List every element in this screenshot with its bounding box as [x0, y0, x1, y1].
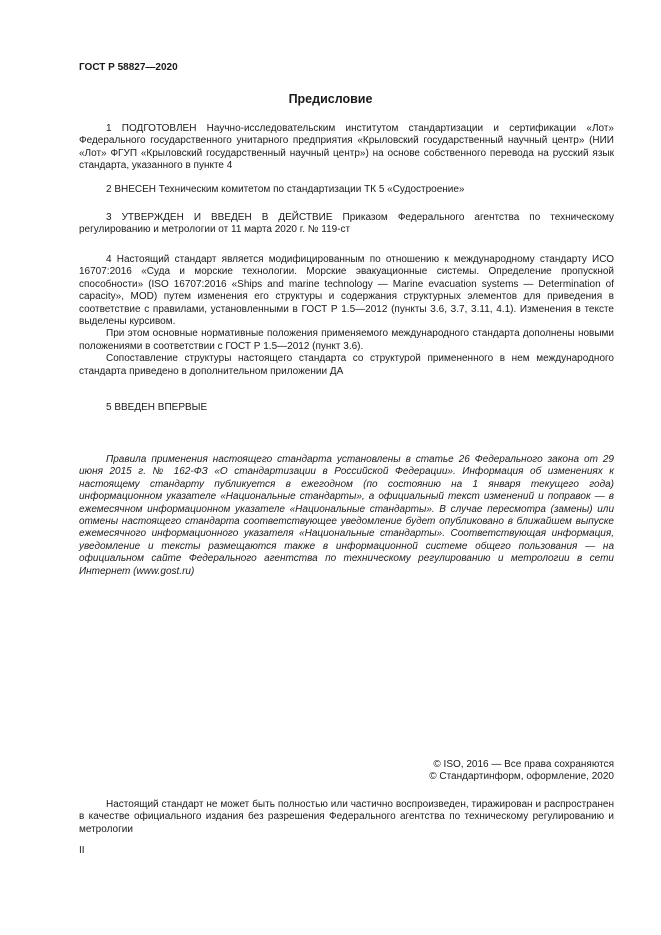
- item-paragraph: Сопоставление структуры настоящего стандарта со структурой примененного в нем международного стандарта приведено в дополнительном приложении ДА: [79, 353, 614, 377]
- copyright-publisher: © Стандартинформ, оформление, 2020: [429, 771, 614, 783]
- item-5: [79, 402, 614, 414]
- item-paragraph: 4 Настоящий стандарт является модифицированным по отношению к международному стандарту ИСО 16707:2016 «Суда и морские технологии. Морские эвакуационные системы. Определение пропускной способности» (ISO 16707:2016 «Ships and marine technology — Marine evacuation systems — Determination of capacity», MOD) путем изменения его структуры и содержания структурных элементов для приведения в соответствие с правилами, установленными в ГОСТ Р 1.5—2012 (пункты 3.6, 3.7, 3.11, 4.1). Изменения в тексте выделены курсивом.: [79, 254, 614, 328]
- document-id: ГОСТ Р 58827—2020: [79, 62, 178, 73]
- item-paragraph: 3 УТВЕРЖДЕН И ВВЕДЕН В ДЕЙСТВИЕ Приказом Федерального агентства по техническому регулированию и метрологии от 11 марта 2020 г. № 119-ст: [79, 212, 614, 236]
- copyright-iso: © ISO, 2016 — Все права сохраняются: [433, 759, 614, 770]
- item-4: [79, 254, 614, 378]
- item-paragraph: 1 ПОДГОТОВЛЕН Научно-исследовательским институтом стандартизации и сертификации «Лот» Федерального государственного унитарного предприятия «Крыловский государственный научный центр» (НИИ «Лот» ФГУП «Крыловский государственный научный центр») на основе собственного перевода на русский язык стандарта, указанного в пункте 4: [79, 123, 614, 172]
- copyright-block: [300, 759, 614, 784]
- reproduction-text: Настоящий стандарт не может быть полностью или частично воспроизведен, тиражирован и распространен в качестве официального издания без разрешения Федерального агентства по техническому регулированию и метрологии: [79, 799, 614, 835]
- page-title: Предисловие: [288, 92, 373, 106]
- item-paragraph: При этом основные нормативные положения применяемого международного стандарта дополнены новыми положениями в соответствии с ГОСТ Р 1.5—2012 (пункт 3.6).: [79, 328, 614, 352]
- reproduction-notice: [79, 799, 614, 836]
- item-paragraph: 2 ВНЕСЕН Техническим комитетом по стандартизации ТК 5 «Судостроение»: [106, 184, 465, 195]
- notice-text: Правила применения настоящего стандарта установлены в статье 26 Федерального закона от 29 июня 2015 г. № 162-ФЗ «О стандартизации в Российской Федерации». Информация об изменениях к настоящему стандарту публикуется в ежегодном (по состоянию на 1 января текущего года) информационном указателе «Национальные стандарты», а официальный текст изменений и поправок — в ежемесячном информационном указателе «Национальные стандарты». В случае пересмотра (замены) или отмены настоящего стандарта соответствующее уведомление будет опубликовано в ближайшем выпуске ежемесячного информационного указателя «Национальные стандарты». Соответствующая информация, уведомление и тексты размещаются также в информационной системе общего пользования — на официальном сайте Федерального агентства по техническому регулированию и метрологии в сети Интернет (www.gost.ru): [79, 454, 614, 577]
- item-paragraph: 5 ВВЕДЕН ВПЕРВЫЕ: [106, 402, 208, 413]
- item-3: [79, 212, 614, 237]
- page-number: II: [79, 845, 85, 856]
- item-2: [79, 184, 614, 196]
- standards-notice: [79, 454, 614, 578]
- item-1: [79, 123, 614, 173]
